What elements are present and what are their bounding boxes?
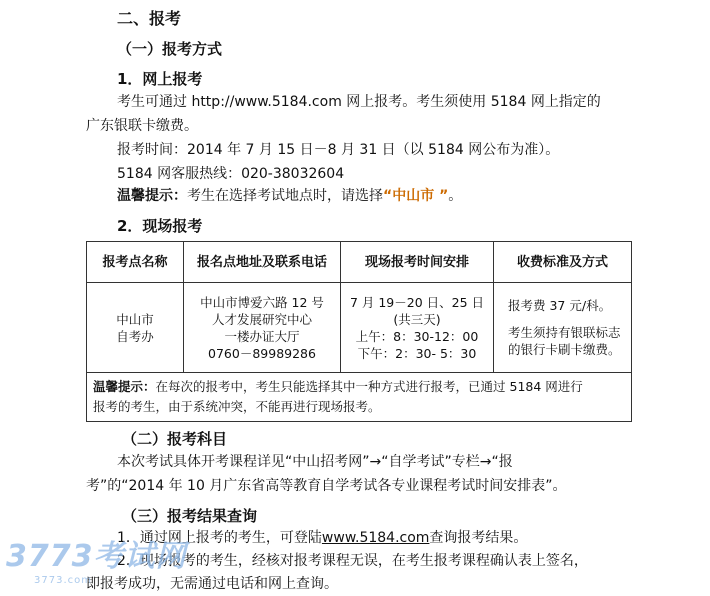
phone-number: 0760－89989286 <box>208 345 316 361</box>
schedule-morning: 上午：8：30-12：00 <box>355 328 479 344</box>
fee-method-line: 的银行卡刷卡缴费。 <box>508 342 621 357</box>
subjects-line1: 本次考试具体开考课程详见“中山招考网”→“自学考试”专栏→“报 <box>117 454 513 470</box>
schedule-days: (共三天) <box>393 311 441 327</box>
online-time: 报考时间：2014 年 7 月 15 日－8 月 31 日（以 5184 网公布为准）。 <box>117 142 560 158</box>
header-site-name: 报考点名称 <box>87 242 184 283</box>
results-link[interactable]: www.5184.com <box>321 530 430 546</box>
results-item1-end: 查询报考结果。 <box>429 530 528 546</box>
results-heading: （三）报考结果查询 <box>122 507 258 525</box>
results-item2: 2．现场报考的考生，经核对报考课程无误，在考生报考课程确认表上签名， <box>117 553 588 569</box>
header-schedule: 现场报考时间安排 <box>341 242 494 283</box>
cell-note <box>87 373 632 422</box>
fee-method-line: 考生须持有银联标志 <box>508 325 621 340</box>
cell-address <box>184 283 341 373</box>
address-line: 一楼办证大厅 <box>224 328 300 344</box>
cell-schedule <box>341 283 494 373</box>
subjects-line2: 考”的“2014 年 10 月广东省高等教育自学考试各专业课程考试时间安排表”。 <box>86 478 567 494</box>
onsite-registration-table <box>86 241 632 422</box>
table-row <box>87 283 632 373</box>
tip-end: 。 <box>448 188 463 204</box>
tip-place: “中山市 ” <box>383 188 449 204</box>
address-line: 人才发展研究中心 <box>211 311 312 327</box>
tip-label: 温馨提示： <box>117 188 187 204</box>
table-note-row <box>87 373 632 422</box>
header-address: 报名点地址及联系电话 <box>184 242 341 283</box>
schedule-dates: 7 月 19－20 日、25 日 <box>349 294 485 310</box>
note-line2: 报考的考生，由于系统冲突，不能再进行现场报考。 <box>93 399 381 414</box>
fee-amount: 报考费 37 元/科。 <box>508 298 612 313</box>
note-label: 温馨提示： <box>93 379 156 394</box>
site-name-line: 自考办 <box>116 328 154 344</box>
online-paragraph-line2: 广东银联卡缴费。 <box>86 118 198 134</box>
results-item2-cont: 即报考成功，无需通过电话和网上查询。 <box>86 576 338 592</box>
tip-text: 考生在选择考试地点时，请选择 <box>187 188 383 204</box>
watermark-url: 3773.com <box>34 575 92 586</box>
section-title: 二、报考 <box>117 9 182 28</box>
results-item1-text: 1．通过网上报考的考生，可登陆 <box>117 530 322 546</box>
schedule-afternoon: 下午：2：30- 5：30 <box>357 345 477 361</box>
address-line: 中山市博爱六路 12 号 <box>200 294 324 310</box>
online-paragraph-line1: 考生可通过 http://www.5184.com 网上报考。考生须使用 5184 网上指定的 <box>117 94 601 110</box>
table-header-row <box>87 242 632 283</box>
watermark-logo: 3773考试网 <box>6 539 187 574</box>
subjects-heading: （二）报考科目 <box>122 430 228 448</box>
onsite-heading: 2．现场报考 <box>117 217 203 235</box>
note-line1: 在每次的报考中，考生只能选择其中一种方式进行报考，已通过 5184 网进行 <box>155 379 583 394</box>
online-hotline: 5184 网客服热线：020-38032604 <box>117 166 345 182</box>
online-tip <box>117 186 462 206</box>
cell-fee <box>494 283 632 373</box>
site-watermark <box>6 531 187 586</box>
method-heading: （一）报考方式 <box>117 40 223 58</box>
header-fee: 收费标准及方式 <box>494 242 632 283</box>
cell-site-name <box>87 283 184 373</box>
online-heading: 1．网上报考 <box>117 70 203 88</box>
site-name-line: 中山市 <box>116 311 154 327</box>
